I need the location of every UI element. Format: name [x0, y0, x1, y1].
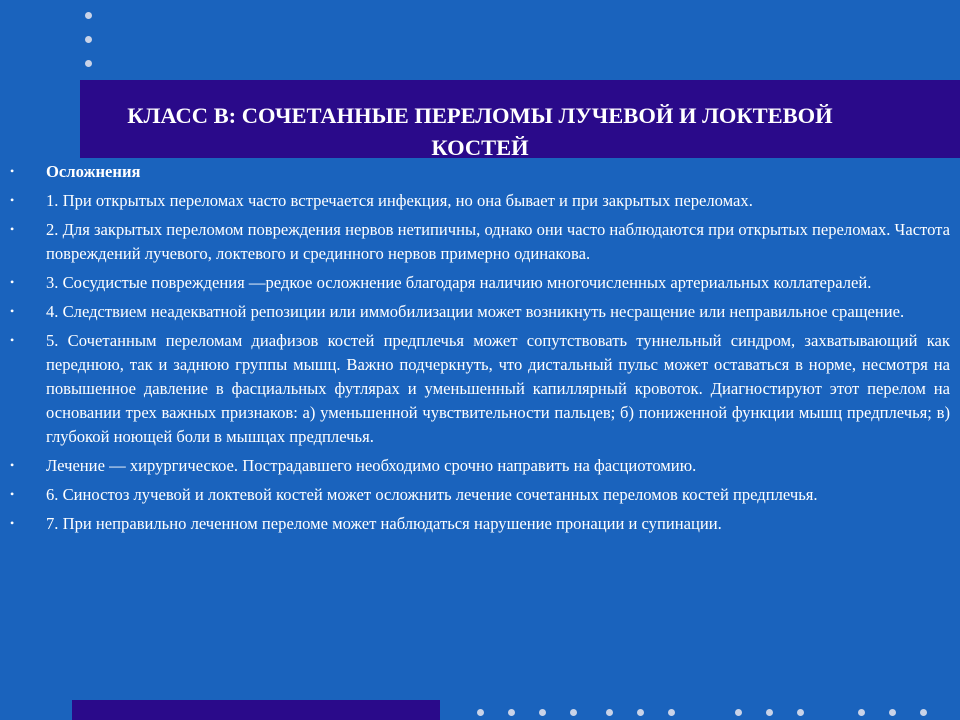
decor-dot [477, 709, 484, 716]
list-item-text: 2. Для закрытых переломом повреждения нервов нетипичны, однако они часто наблюдаются при открытых переломах. Частота повреждений лучевого, локтевого и срединного нервов примерно одинакова. [46, 220, 950, 263]
list-item [10, 300, 950, 324]
decor-dot [539, 709, 546, 716]
decor-dot [797, 709, 804, 716]
list-item-text: 6. Синостоз лучевой и локтевой костей может осложнить лечение сочетанных переломов костей предплечья. [46, 485, 818, 504]
list-item-text: Лечение — хирургическое. Пострадавшего необходимо срочно направить на фасциотомию. [46, 456, 697, 475]
bullet-icon: • [10, 275, 15, 289]
bullet-icon: • [10, 333, 15, 347]
list-item [10, 512, 950, 536]
list-item [10, 454, 950, 478]
decor-dot [570, 709, 577, 716]
bottom-decor-bar [72, 700, 440, 720]
complications-heading: Осложнения [46, 162, 141, 181]
decor-dot [637, 709, 644, 716]
list-item-text: 1. При открытых переломах часто встречается инфекция, но она бывает и при закрытых переломах. [46, 191, 753, 210]
decor-dot [606, 709, 613, 716]
decor-dot [766, 709, 773, 716]
decor-dot [735, 709, 742, 716]
list-item-heading [10, 160, 950, 184]
list-item-text: 5. Сочетанным переломам диафизов костей предплечья может сопутствовать туннельный синдром, захватывающий как переднюю, так и заднюю группы мышц. Важно подчеркнуть, что дистальный пульс может оставаться в норме, несмотря на повышенное давление в фасциальных футлярах и уменьшенный капиллярный кровоток. Диагностируют этот перелом на основании трех важных признаков: а) уменьшенной чувствительности пальцев; б) пониженной функции мышц предплечья; в) глубокой ноющей боли в мышцах предплечья. [46, 331, 950, 446]
decor-dot [920, 709, 927, 716]
decor-dot [889, 709, 896, 716]
list-item-text: 4. Следствием неадекватной репозиции или иммобилизации может возникнуть несращение или неправильное сращение. [46, 302, 905, 321]
list-item-text: 7. При неправильно леченном переломе может наблюдаться нарушение пронации и супинации. [46, 514, 722, 533]
decor-dot [85, 60, 92, 67]
decor-dot [85, 36, 92, 43]
bullet-icon: • [10, 164, 15, 178]
decor-dot [85, 12, 92, 19]
list-item [10, 329, 950, 449]
list-item [10, 483, 950, 507]
bullet-icon: • [10, 487, 15, 501]
list-item [10, 189, 950, 213]
decor-dot [508, 709, 515, 716]
list-item [10, 218, 950, 266]
decor-dot [858, 709, 865, 716]
bullet-icon: • [10, 516, 15, 530]
bullet-icon: • [10, 222, 15, 236]
bullet-icon: • [10, 193, 15, 207]
bullet-icon: • [10, 458, 15, 472]
list-item-text: 3. Сосудистые повреждения —редкое осложнение благодаря наличию многочисленных артериальных коллатералей. [46, 273, 872, 292]
decor-dot [668, 709, 675, 716]
list-item [10, 271, 950, 295]
content-list [10, 160, 950, 541]
slide-title: КЛАСС В: СОЧЕТАННЫЕ ПЕРЕЛОМЫ ЛУЧЕВОЙ И ЛОКТЕВОЙ КОСТЕЙ [127, 103, 833, 160]
bullet-icon: • [10, 304, 15, 318]
